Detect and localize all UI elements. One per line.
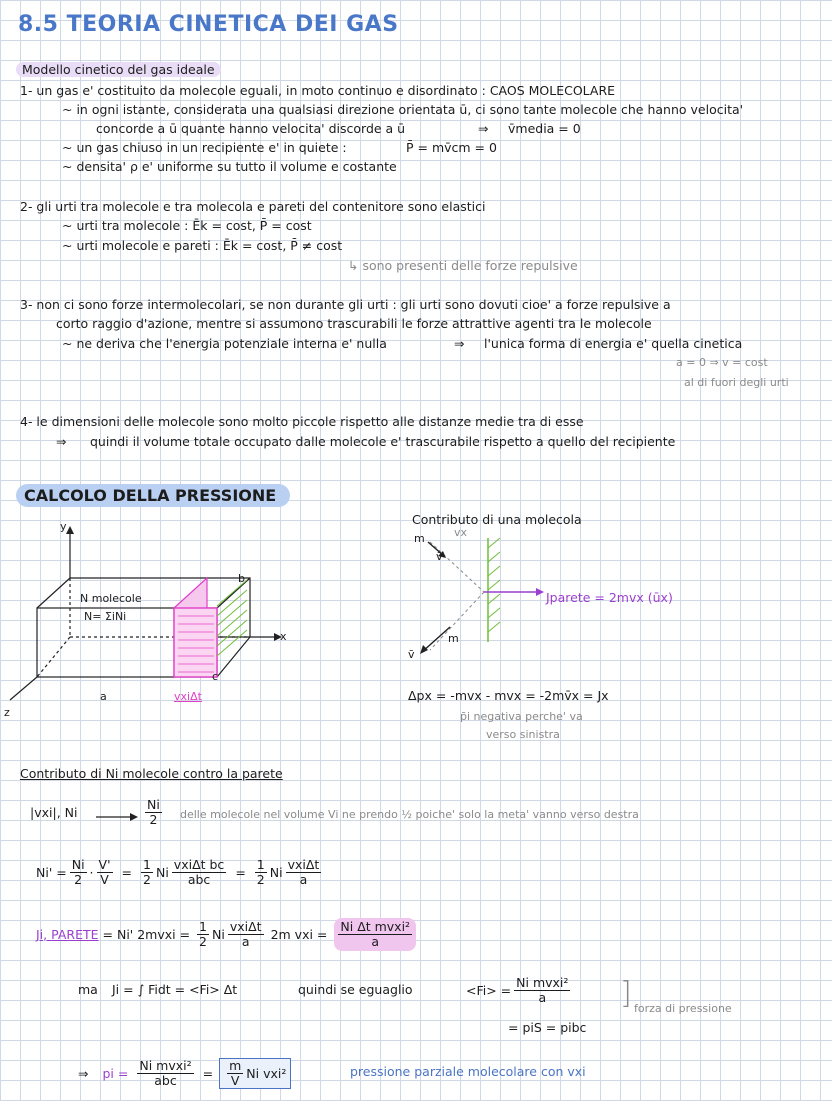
eq2-lhs: Ji, PARETE <box>36 926 99 942</box>
point-3-line3: ~ ne deriva che l'energia potenziale interna e' nulla <box>62 336 387 351</box>
eq1-f5n: 1 <box>256 857 265 872</box>
eq1-f5d: 2 <box>256 871 265 887</box>
section-heading-model: Modello cinetico del gas ideale <box>16 62 221 77</box>
z-axis <box>10 677 37 700</box>
vx-top: vx <box>454 526 468 539</box>
axis-x-label: x <box>280 630 287 643</box>
arrow-right-icon <box>96 812 140 822</box>
eq2-mid: Ni <box>212 926 225 942</box>
point-3-line1: 3- non ci sono forze intermolecolari, se non durante gli urti : gli urti sono dovuti cioe' a forze repulsive a <box>20 297 671 312</box>
dim-dx: vxiΔt <box>174 690 202 703</box>
eq2-f1n: 1 <box>199 919 207 934</box>
line1-den: 2 <box>149 811 158 827</box>
axis-z-label: z <box>4 706 10 719</box>
eq3-impulse-integral: Ji = ∫ Fidt = <Fi> Δt <box>112 982 238 997</box>
line1-note: delle molecole nel volume Vi ne prendo ½ poiche' solo la meta' vanno verso destra <box>180 808 639 821</box>
eq3-pressure-area: = piS = pibc <box>508 1020 587 1035</box>
eq3-f-den: a <box>538 989 547 1005</box>
arrow-icon: ⇒ <box>478 121 489 136</box>
dim-b: b <box>238 572 245 585</box>
equation-ni-prime <box>36 858 324 887</box>
arrow-icon: ⇒ <box>56 434 67 449</box>
point-4-line2: quindi il volume totale occupato dalle molecole e' trascurabile rispetto a quello del recipiente <box>90 434 676 449</box>
eq3-force <box>466 976 573 1005</box>
eq4-note: pressione parziale molecolare con vxi <box>350 1064 586 1079</box>
eq2-mid2: 2m vxi = <box>270 926 328 942</box>
eq3-ma: ma <box>78 982 98 997</box>
eq4-boxd: V <box>230 1072 240 1088</box>
point-3-note2: al di fuori degli urti <box>684 376 789 389</box>
point-3-line2: corto raggio d'azione, mentre si assumono trascurabili le forze attrattive agenti tra le molecole <box>56 316 652 331</box>
eq3-f-num: Ni mvxi² <box>516 975 569 990</box>
eq1-f3d: 2 <box>143 871 151 887</box>
momentum-equation: Δpx = -mvx - mvx = -2mv̄x = Jx <box>408 688 609 703</box>
line1-num: Ni <box>147 797 160 812</box>
eq4-f1d: abc <box>154 1072 177 1088</box>
dim-c: c <box>212 670 219 683</box>
eq1-f4d: abc <box>187 871 211 887</box>
velocity-top: v̄ <box>436 550 443 563</box>
eq2-f2n: vxiΔt <box>229 919 262 934</box>
eq2-f1d: 2 <box>199 933 207 949</box>
eq4-result-box <box>219 1058 291 1089</box>
impulse-label: Jparete = 2mvx (ūx) <box>546 590 673 605</box>
point-1b-equation: P̄ = mv̄cm = 0 <box>406 140 497 155</box>
point-1a-line1: ~ in ogni istante, considerata una qualsiasi direzione orientata ū, ci sono tante molecole che hanno velocita' <box>62 102 744 117</box>
section-heading-pressure: CALCOLO DELLA PRESSIONE <box>16 484 290 507</box>
eq1-mid: Ni <box>155 864 169 880</box>
velocity-bottom: v̄ <box>408 648 415 661</box>
eq1-f3n: 1 <box>143 857 151 872</box>
point-2c-text: sono presenti delle forze repulsive <box>362 258 578 273</box>
eq1-lhs: Ni' = <box>36 864 67 880</box>
eq4-boxn: m <box>229 1058 242 1073</box>
eq1-dot: · <box>89 864 94 880</box>
eq1-f6d: a <box>299 871 308 887</box>
section-heading-contribution: Contributo di Ni molecole contro la parete <box>20 766 283 781</box>
point-1a-line2: concorde a ū quante hanno velocita' discorde a ū <box>96 121 406 136</box>
eq4-f1n: Ni mvxi² <box>139 1058 192 1073</box>
eq1-f2d: V <box>100 871 109 887</box>
eq2-f3n: Ni Δt mvxi² <box>340 919 411 934</box>
point-2a: ~ urti tra molecole : Ēk = cost, P̄ = cost <box>62 218 312 233</box>
point-1a-result: v̄media = 0 <box>508 121 581 136</box>
eq4-boxr: Ni vxi² <box>246 1065 287 1081</box>
point-2: 2- gli urti tra molecole e tra molecola e pareti del contenitore sono elastici <box>20 199 486 214</box>
equation-impulse <box>36 918 419 951</box>
momentum-note1: p̄i negativa perche' va <box>460 710 583 723</box>
eq4-arrow: ⇒ <box>78 1065 89 1081</box>
eq1-f4n: vxiΔt bc <box>173 857 225 872</box>
eq3-f-lhs: <Fi> = <box>466 982 512 998</box>
mass-bottom: m <box>448 632 459 645</box>
point-2b: ~ urti molecole e pareti : Ēk = cost, P̄ ≠ cost <box>62 238 343 253</box>
momentum-note2: verso sinistra <box>486 728 560 741</box>
box-label-n: N molecole <box>80 592 142 605</box>
eq1-f1n: Ni <box>71 857 85 872</box>
slab-front <box>174 608 217 677</box>
equation-partial-pressure <box>78 1058 291 1089</box>
line1-lhs: |vxi|, Ni <box>30 805 78 820</box>
eq4-pi: pi = <box>102 1065 129 1081</box>
eq2-eq: = Ni' 2mvxi = <box>102 926 191 942</box>
bracket-icon: ] <box>620 976 632 1011</box>
eq2-f2d: a <box>241 933 250 949</box>
page-title: 8.5 TEORIA CINETICA DEI GAS <box>18 12 399 37</box>
eq1-mid2: Ni <box>269 864 283 880</box>
point-3-line3b: l'unica forma di energia e' quella cinetica <box>484 336 743 351</box>
arrow-icon: ⇒ <box>454 336 465 351</box>
eq1-eqB: = <box>235 864 246 880</box>
point-1b: ~ un gas chiuso in un recipiente e' in quiete : <box>62 140 347 155</box>
eq1-f1d: 2 <box>74 871 83 887</box>
eq1-f2n: V' <box>98 857 111 872</box>
dim-a: a <box>100 690 107 703</box>
eq1-eqA: = <box>121 864 133 880</box>
point-4-line1: 4- le dimensioni delle molecole sono molto piccole rispetto alle distanze medie tra di esse <box>20 414 584 429</box>
line1-fraction <box>142 798 165 827</box>
eq3-quindi: quindi se eguaglio <box>298 982 413 997</box>
point-1: 1- un gas e' costituito da molecole eguali, in moto continuo e disordinato : CAOS MOLECOLARE <box>20 83 616 98</box>
point-2c-note: ↳ sono presenti delle forze repulsive <box>348 258 578 273</box>
box-label-sum: N= ΣiNi <box>84 610 127 623</box>
eq1-f6n: vxiΔt <box>287 857 320 872</box>
eq2-f3d: a <box>371 933 380 949</box>
mass-top: m <box>414 532 425 545</box>
point-1c: ~ densita' ρ e' uniforme su tutto il volume e costante <box>62 159 397 174</box>
eq4-eq: = <box>202 1065 214 1081</box>
eq3-note: forza di pressione <box>634 1002 732 1015</box>
molecule-title: Contributo di una molecola <box>412 512 582 527</box>
axis-y-label: y <box>60 520 67 533</box>
point-3-note1: a = 0 ⇒ v = cost <box>676 356 768 369</box>
